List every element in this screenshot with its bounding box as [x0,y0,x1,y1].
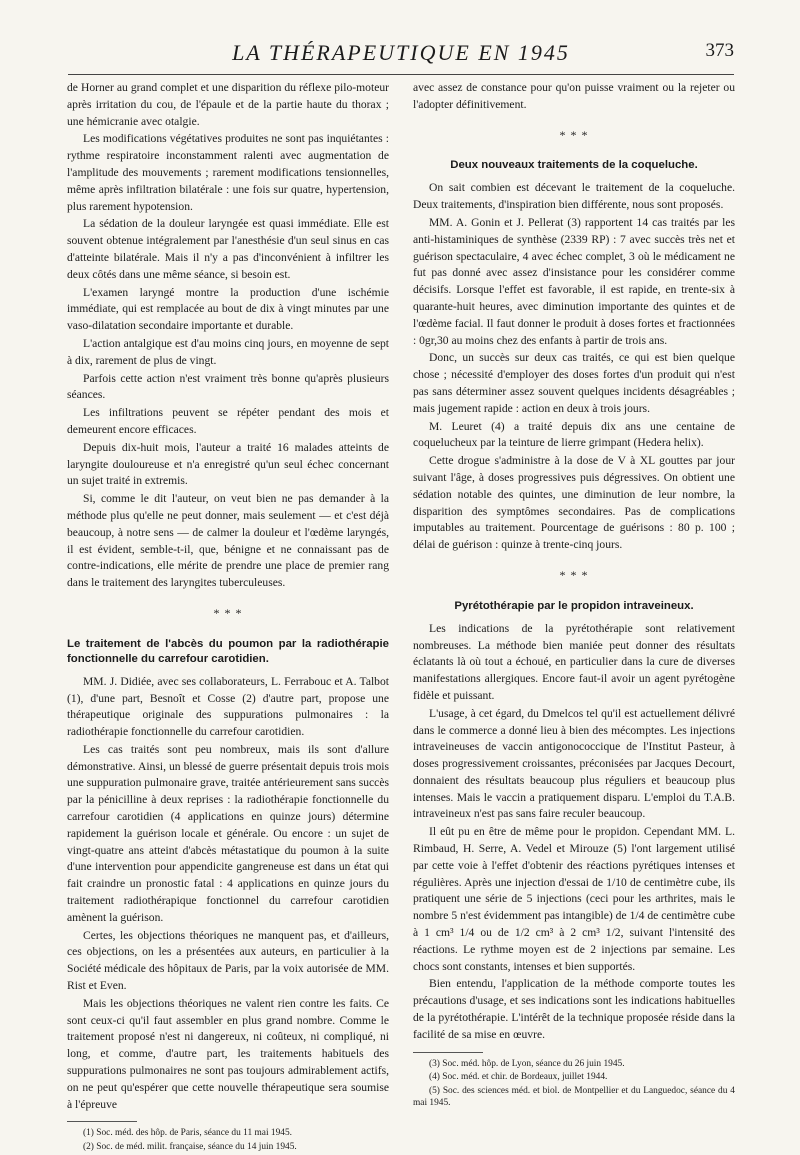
section-heading: Deux nouveaux traitements de la coqueluche. [450,159,698,172]
footnote: (2) Soc. de méd. milit. française, séance du 14 juin 1945. [83,1142,297,1153]
paragraph: Si, comme le dit l'auteur, on veut bien ne pas demander à la méthode plus qu'elle ne peut donner, mais seulement — et c'est déjà beaucoup, à notre sens — de calmer la douleur et l'œdème laryngés, il est évident, semble-t-il, que, bénigne et ne connaissant pas de contre-indications, elle mérite de prendre une place de premier rang dans le traitement des laryngites tuberculeuses. [67,492,389,590]
section-separator: * * * [559,567,589,582]
footnote: (1) Soc. méd. des hôp. de Paris, séance du 11 mai 1945. [83,1128,292,1139]
footnote-rule [413,1052,483,1053]
paragraph: On sait combien est décevant le traitement de la coqueluche. Deux traitements, d'inspiration bien différente, nous sont proposés. [413,181,735,212]
paragraph: Cette drogue s'administre à la dose de V à XL gouttes par jour suivant l'âge, à doses progressives puis dégressives. On obtient une sédation notable des quintes, une diminution de leur nombre, la disparition des symptômes secondaires. Pas de complications imputables au traitement. Pourcentage de guérisons : 80 p. 100 ; délai de guérison : quinze à trente-cinq jours. [413,454,735,552]
paragraph: L'usage, à cet égard, du Dmelcos tel qu'il est actuellement délivré dans le commerce a donné lieu à bien des mécomptes. Les injections intraveineuses de vaccin antigonococcique de l'Institut Pasteur, à doses progressivement croissantes, préconisées par Jacques Decourt, donnaient des résultats beaucoup plus réguliers et beaucoup plus intenses. Mais le vaccin a pratiquement disparu. L'emploi du T.A.B. intraveineux n'est pas sans faire reculer beaucoup. [413,706,735,821]
paragraph: MM. J. Didiée, avec ses collaborateurs, L. Ferrabouc et A. Talbot (1), d'une part, Besnoît et Cosse (2) d'autre part, propose une thérapeutique originale des suppurations pulmonaires : la radiothérapie fonctionnelle du carrefour carotidien. [67,674,389,739]
footnote-rule [67,1121,137,1122]
section-separator: * * * [559,127,589,142]
paragraph: L'action antalgique est d'au moins cinq jours, en moyenne de sept à dix, rarement de plus de vingt. [67,336,389,367]
paragraph: Donc, un succès sur deux cas traités, ce qui est bien quelque chose ; nécessité d'employer des doses fortes d'un produit qui n'est pas sans déterminer assez souvent quelques incidents désagréables ; mais jugement rapide : action en deux à trois jours. [413,351,735,415]
paragraph: Mais les objections théoriques ne valent rien contre les faits. Ce sont ceux-ci qu'il faut assembler en plus grand nombre. Comme le traitement proposé n'est ni dangereux, ni coûteux, ni compliqué, ni long, et comme, d'autre part, les traitements habituels des suppurations pulmonaires ne sont pas toujours admirablement actifs, on ne peut qu'espérer que cette nouvelle thérapeutique sera soumise à l'épreuve [67,996,389,1111]
footnote: (3) Soc. méd. hôp. de Lyon, séance du 26 juin 1945. [429,1058,625,1069]
paragraph: La sédation de la douleur laryngée est quasi immédiate. Elle est souvent obtenue intégralement par l'anesthésie d'un seul sinus en cas d'atteinte bilatérale. Mais il n'y a pas d'inconvénient à infiltrer les deux côtés dans une même séance, si besoin est. [67,217,389,281]
paragraph: Les cas traités sont peu nombreux, mais ils sont d'allure démonstrative. Ainsi, un blessé de guerre présentait depuis trois mois une suppuration pulmonaire grave, traitée antérieurement sans succès par la pénicilline à deux reprises : la radiothérapie fonctionnelle du carrefour carotidien (4 applications en quinze jours) détermine rapidement la guérison locale et générale. Ou encore : un sujet de vingt-quatre ans atteint d'abcès métastatique du poumon à la suite d'une intervention pour appendicite gangreneuse est dans un état qui fait craindre un pronostic fatal : 4 applications en quinze jours du traitement radiothérapique fonctionnel du carrefour carotidien amènent la guérison. [67,742,389,924]
paragraph: Parfois cette action n'est vraiment très bonne qu'après plusieurs séances. [67,371,389,402]
right-column [413,80,735,1111]
paragraph: avec assez de constance pour qu'on puisse vraiment ou la rejeter ou l'adopter définitivement. [413,81,735,111]
footnote: (5) Soc. des sciences méd. et biol. de Montpellier et du Languedoc, séance du 4 mai 1945. [413,1085,735,1109]
paragraph: Les infiltrations peuvent se répéter pendant des mois et demeurent encore efficaces. [67,406,389,436]
paragraph: Certes, les objections théoriques ne manquent pas, et d'ailleurs, ces objections, on les a présentées aux auteurs, en particulier à la Société médicale des hôpitaux de Paris, par la voix autorisée de MM. Rist et Even. [67,928,389,993]
section-heading: Pyrétothérapie par le propidon intraveineux. [454,599,694,612]
paragraph: L'examen laryngé montre la production d'une ischémie immédiate, qui est remplacée au bout de dix à vingt minutes par une vaso-dilatation secondaire importante et durable. [67,285,389,333]
paragraph: MM. A. Gonin et J. Pellerat (3) rapportent 14 cas traités par les anti-histaminiques de synthèse (2339 RP) : 7 avec succès très net et guérison spectaculaire, 4 avec échec complet, 3 où le médicament ne fut pas donné avec assez d'insistance pour les considérer comme décisifs. Lorsque l'effet est favorable, il est rapide, en trente-six à quarante-huit heures, avec diminution importante des quintes et de l'œdème facial. Il faut donner le produit à doses fortes et fractionnées : 0gr,30 au moins chez des enfants à partir de trois ans. [413,215,735,347]
page-number: 373 [705,40,734,61]
paragraph: Bien entendu, l'application de la méthode comporte toutes les précautions d'usage, et ses indications sont les indications habituelles de la pyrétothérapie. L'intérêt de la technique proposée réside dans la facilité de sa mise en œuvre. [413,977,735,1041]
running-head [68,34,734,75]
paragraph: Depuis dix-huit mois, l'auteur a traité 16 malades atteints de laryngite douloureuse et n'a enregistré qu'un seul échec concernant un sujet traité in extremis. [67,440,389,488]
running-title: LA THÉRAPEUTIQUE EN 1945 [232,40,570,65]
paragraph: Les indications de la pyrétothérapie sont relativement nombreuses. La méthode bien maniée peut donner des résultats éclatants là où tout a échoué, en particulier dans la cure de diverses manifestations allergiques. Encore faut-il avoir un agent pyrétogène fidèle et puissant. [413,621,735,702]
paragraph: Les modifications végétatives produites ne sont pas inquiétantes : rythme respiratoire inconstamment ralenti avec augmentation de l'amplitude des mouvements ; rarement modifications tensionnelles, même après infiltration bilatérale : une fois sur quatre, hypertension, plus rarement hypotension. [67,132,389,213]
left-column [67,80,389,1155]
section-separator: * * * [213,605,243,620]
paragraph: M. Leuret (4) a traité depuis dix ans une centaine de coquelucheux par la teinture de lierre grimpant (Hedera helix). [413,419,735,450]
paragraph: de Horner au grand complet et une disparition du réflexe pilo-moteur après irritation du cou, de l'épaule et de la partie haute du thorax ; une hémicranie avec otalgie. [67,81,389,128]
section-heading: Le traitement de l'abcès du poumon par la radiothérapie fonctionnelle du carrefour carotidien. [67,637,389,665]
footnote: (4) Soc. méd. et chir. de Bordeaux, juillet 1944. [429,1072,608,1083]
paragraph: Il eût pu en être de même pour le propidon. Cependant MM. L. Rimbaud, H. Serre, A. Vedel et Mirouze (5) l'ont largement utilisé par cette voie à l'effet d'obtenir des réactions pyrétiques intenses et régulières. Après une injection d'essai de 1/10 de centimètre cube, ils pratiquent une série de 5 injections (ceci pour les arthrites, mais le nombre 5 n'est évidemment pas intangible) de 1/4 de centimètre cube à 1 cm³ 1/4 ou de 1/2 cm³ à 2 cm³ 1/2, suivant l'intensité des réactions. Le rythme moyen est de 2 injections par semaine. Les chocs sont constants, intenses et bien supportés. [413,825,735,973]
